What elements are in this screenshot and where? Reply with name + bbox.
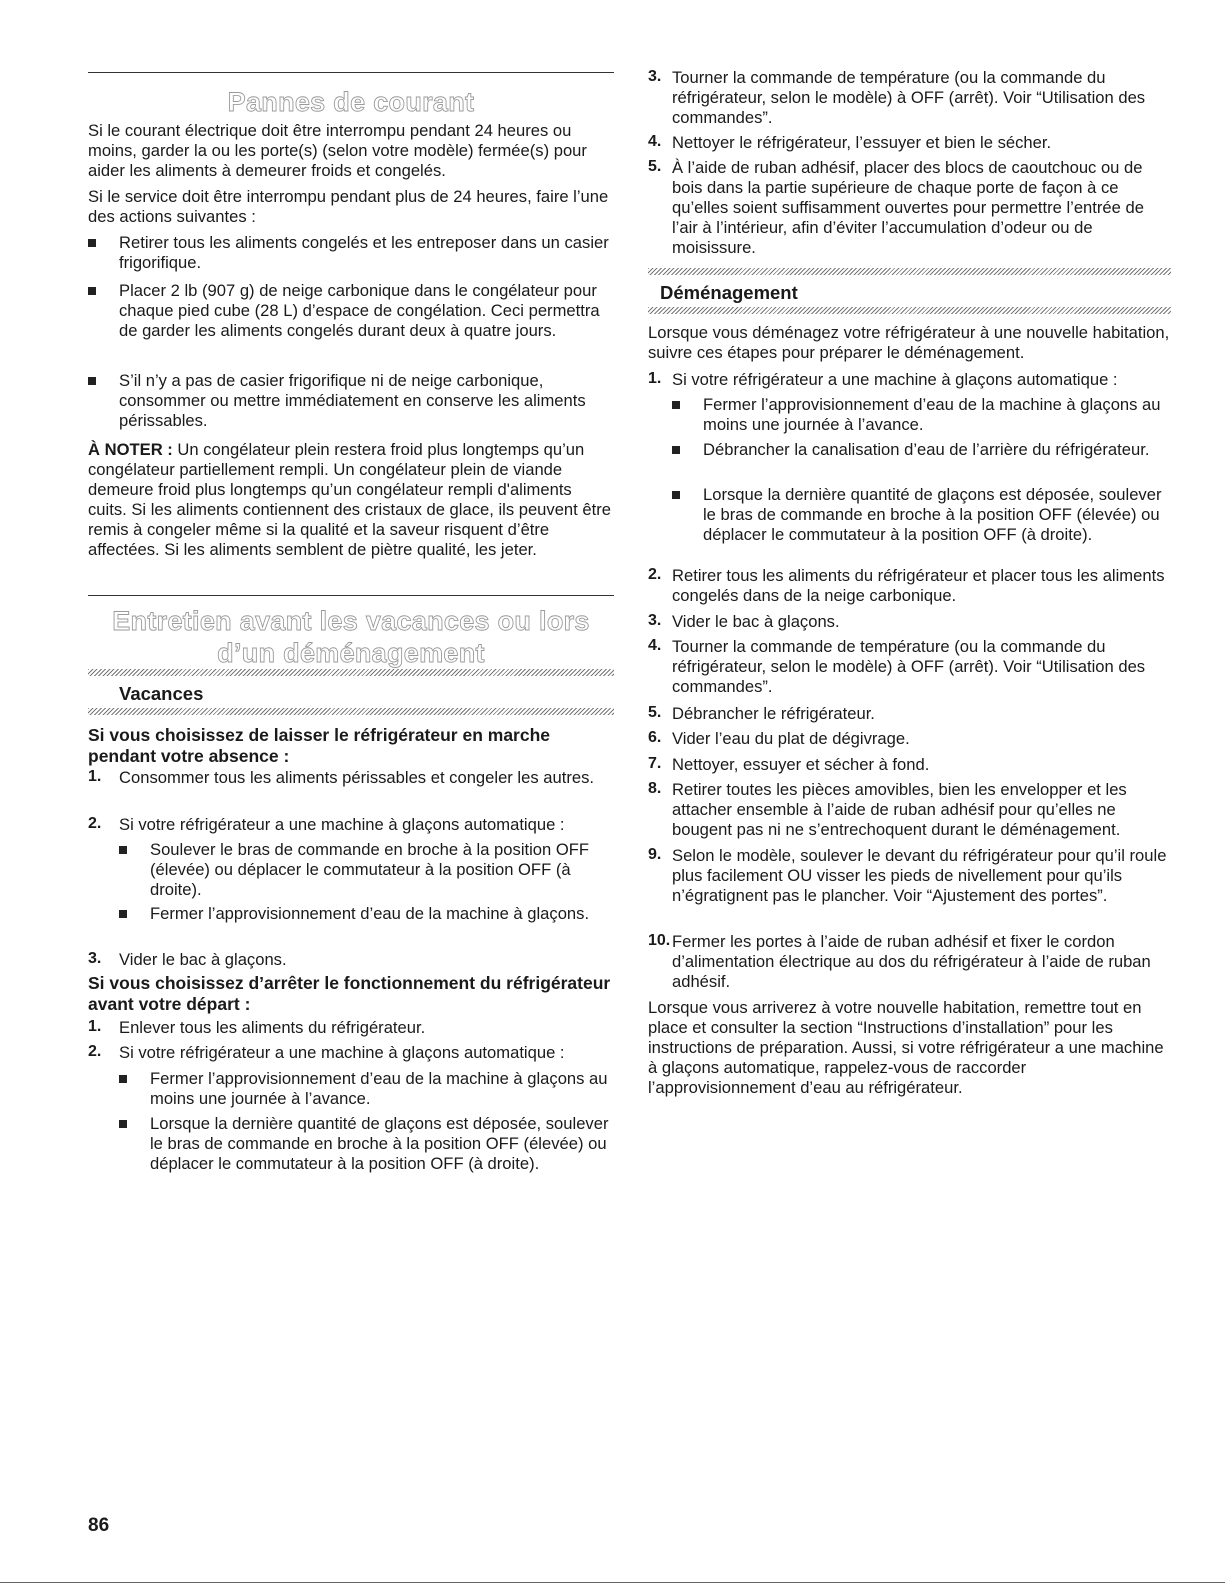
list-item xyxy=(648,133,1171,153)
hatch-rule xyxy=(648,268,1171,275)
list-item xyxy=(648,158,1171,258)
item-text: Débrancher le réfrigérateur. xyxy=(672,704,875,723)
bullet-square-icon xyxy=(119,846,127,854)
list-item xyxy=(648,637,1171,697)
moving-title: Déménagement xyxy=(660,282,798,303)
list-item xyxy=(648,729,1171,749)
item-number: 2. xyxy=(648,566,662,583)
bullet-text: Lorsque la dernière quantité de glaçons est déposée, soulever le bras de commande en broche à la position OFF (élevée) ou déplacer le commutateur à la position OFF (à droite). xyxy=(703,485,1162,544)
hatch-rule xyxy=(88,708,614,715)
bullet-square-icon xyxy=(88,377,96,385)
item-text: Tourner la commande de température (ou la commande du réfrigérateur, selon le modèle) à OFF (arrêt). Voir “Utilisation des commandes”. xyxy=(672,637,1146,696)
hatch-rule xyxy=(88,669,614,676)
bullet-square-icon xyxy=(119,910,127,918)
item-text: Consommer tous les aliments périssables et congeler les autres. xyxy=(119,768,594,787)
top-rule xyxy=(88,72,614,73)
item-text: Retirer tous les aliments du réfrigérateur et placer tous les aliments congelés dans de la neige carbonique. xyxy=(672,566,1165,605)
list-item xyxy=(648,846,1171,906)
item-number: 5. xyxy=(648,158,662,175)
vacation-off-heading: Si vous choisissez d’arrêter le fonctionnement du réfrigérateur avant votre départ : xyxy=(88,973,611,1014)
item-number: 2. xyxy=(88,815,102,832)
bullet-square-icon xyxy=(672,491,680,499)
list-item xyxy=(648,566,1171,606)
list-item xyxy=(648,755,1171,775)
item-text: Vider l’eau du plat de dégivrage. xyxy=(672,729,910,748)
note-text: Un congélateur plein restera froid plus longtemps qu’un congélateur partiellement rempli. Un congélateur plein de viande demeure froid plus longtemps qu’un congélateur rempli d'aliments cuits. Si les aliments contiennent des cristaux de glace, ils peuvent être remis à congeler même si la qualité et la saveur risquent d’être affectées. Si les aliments semblent de piètre qualité, les jeter. xyxy=(88,440,611,559)
page-number: 86 xyxy=(88,1515,110,1536)
item-text: Si votre réfrigérateur a une machine à glaçons automatique : xyxy=(672,370,1118,389)
power-outage-title: Pannes de courant xyxy=(227,87,475,117)
bullet-square-icon xyxy=(672,401,680,409)
item-number: 3. xyxy=(88,950,102,967)
bullet-text: Fermer l’approvisionnement d’eau de la machine à glaçons au moins une journée à l’avance. xyxy=(703,395,1161,434)
bottom-rule xyxy=(0,1582,1225,1583)
power-note xyxy=(88,440,614,560)
bullet-text: Soulever le bras de commande en broche à la position OFF (élevée) ou déplacer le commutateur à la position OFF (à droite). xyxy=(150,840,590,899)
power-paragraph-2: Si le service doit être interrompu pendant plus de 24 heures, faire l’une des actions suivantes : xyxy=(88,187,609,226)
list-item xyxy=(88,1018,614,1038)
bullet-text: Fermer l’approvisionnement d’eau de la machine à glaçons au moins une journée à l’avance. xyxy=(150,1069,608,1108)
item-number: 3. xyxy=(648,612,662,629)
item-number: 1. xyxy=(88,1018,102,1035)
list-item xyxy=(119,1069,614,1109)
moving-outro: Lorsque vous arriverez à votre nouvelle habitation, remettre tout en place et consulter la section “Instructions d’installation” pour les instructions de préparation. Aussi, si votre réfrigérateur a une machine à glaçons automatique, rappelez-vous de raccorder l’approvisionnement d’eau au réfrigérateur. xyxy=(648,998,1164,1097)
item-number: 2. xyxy=(88,1043,102,1060)
item-number: 9. xyxy=(648,846,662,863)
moving-intro: Lorsque vous déménagez votre réfrigérateur à une nouvelle habitation, suivre ces étapes pour préparer le déménagement. xyxy=(648,323,1170,362)
care-title-line-1: Entretien avant les vacances ou lors xyxy=(112,606,590,636)
power-paragraph-1: Si le courant électrique doit être interrompu pendant 24 heures ou moins, garder la ou les porte(s) (selon votre modèle) fermée(s) pour aider les aliments à demeurer froids et congelés. xyxy=(88,121,587,180)
hatch-rule xyxy=(648,307,1171,314)
list-item xyxy=(88,1043,614,1063)
list-item xyxy=(672,440,1171,460)
item-text: Si votre réfrigérateur a une machine à glaçons automatique : xyxy=(119,1043,565,1062)
item-number: 6. xyxy=(648,729,662,746)
item-text: Vider le bac à glaçons. xyxy=(119,950,287,969)
item-text: À l’aide de ruban adhésif, placer des blocs de caoutchouc ou de bois dans la partie supérieure de chaque porte de façon à ce qu’elles soient suffisamment ouvertes pour permettre l’entrée de l’air à l’intérieur, afin d’éviter l’accumulation d’odeur ou de moisissure. xyxy=(672,158,1144,257)
list-item xyxy=(88,950,614,970)
section-rule xyxy=(88,595,614,596)
list-item xyxy=(648,370,1171,390)
list-item xyxy=(672,395,1171,435)
item-text: Nettoyer, essuyer et sécher à fond. xyxy=(672,755,930,774)
item-number: 3. xyxy=(648,68,662,85)
item-text: Fermer les portes à l’aide de ruban adhésif et fixer le cordon d’alimentation électrique au dos du réfrigérateur à l’aide de ruban adhésif. xyxy=(672,932,1151,991)
vacation-on-heading: Si vous choisissez de laisser le réfrigérateur en marche pendant votre absence : xyxy=(88,725,551,766)
list-item xyxy=(88,768,614,788)
list-item xyxy=(88,815,614,835)
item-text: Tourner la commande de température (ou la commande du réfrigérateur, selon le modèle) à OFF (arrêt). Voir “Utilisation des commandes”. xyxy=(672,68,1146,127)
list-item xyxy=(88,281,614,341)
list-item xyxy=(88,371,614,431)
item-number: 7. xyxy=(648,755,662,772)
bullet-square-icon xyxy=(119,1075,127,1083)
item-text: Si votre réfrigérateur a une machine à glaçons automatique : xyxy=(119,815,565,834)
item-number: 5. xyxy=(648,704,662,721)
bullet-text: Placer 2 lb (907 g) de neige carbonique dans le congélateur pour chaque pied cube (28 L) d’espace de congélation. Ceci permettra de garder les aliments congelés durant deux à quatre jours. xyxy=(119,281,600,340)
note-label: À NOTER : xyxy=(88,440,173,459)
item-text: Enlever tous les aliments du réfrigérateur. xyxy=(119,1018,426,1037)
list-item xyxy=(119,904,614,924)
list-item xyxy=(119,840,614,900)
bullet-text: S’il n’y a pas de casier frigorifique ni de neige carbonique, consommer ou mettre immédiatement en conserve les aliments périssables. xyxy=(119,371,586,430)
item-number: 8. xyxy=(648,780,662,797)
list-item xyxy=(672,485,1171,545)
list-item xyxy=(648,780,1171,840)
care-title-line-2: d’un déménagement xyxy=(217,638,485,668)
list-item xyxy=(648,68,1171,128)
item-number: 4. xyxy=(648,637,662,654)
bullet-text: Retirer tous les aliments congelés et les entreposer dans un casier frigorifique. xyxy=(119,233,609,272)
bullet-text: Fermer l’approvisionnement d’eau de la machine à glaçons. xyxy=(150,904,590,923)
item-number: 1. xyxy=(648,370,662,387)
bullet-square-icon xyxy=(88,239,96,247)
list-item xyxy=(119,1114,614,1174)
list-item xyxy=(88,233,614,273)
bullet-square-icon xyxy=(88,287,96,295)
item-number: 4. xyxy=(648,133,662,150)
vacation-title: Vacances xyxy=(119,683,204,704)
list-item xyxy=(648,704,1171,724)
bullet-text: Lorsque la dernière quantité de glaçons est déposée, soulever le bras de commande en broche à la position OFF (élevée) ou déplacer le commutateur à la position OFF (à droite). xyxy=(150,1114,609,1173)
list-item xyxy=(648,932,1171,992)
item-number: 1. xyxy=(88,768,102,785)
bullet-text: Débrancher la canalisation d’eau de l’arrière du réfrigérateur. xyxy=(703,440,1150,459)
item-number: 10. xyxy=(648,932,671,949)
item-text: Vider le bac à glaçons. xyxy=(672,612,840,631)
bullet-square-icon xyxy=(672,446,680,454)
bullet-square-icon xyxy=(119,1120,127,1128)
item-text: Selon le modèle, soulever le devant du réfrigérateur pour qu’il roule plus facilement OU visser les pieds de nivellement pour qu’ils n’égratignent pas le plancher. Voir “Ajustement des portes”. xyxy=(672,846,1167,905)
item-text: Nettoyer le réfrigérateur, l’essuyer et bien le sécher. xyxy=(672,133,1052,152)
list-item xyxy=(648,612,1171,632)
item-text: Retirer toutes les pièces amovibles, bien les envelopper et les attacher ensemble à l’aide de ruban adhésif pour qu’elles ne bougent pas ni ne s’entrechoquent durant le déménagement. xyxy=(672,780,1127,839)
